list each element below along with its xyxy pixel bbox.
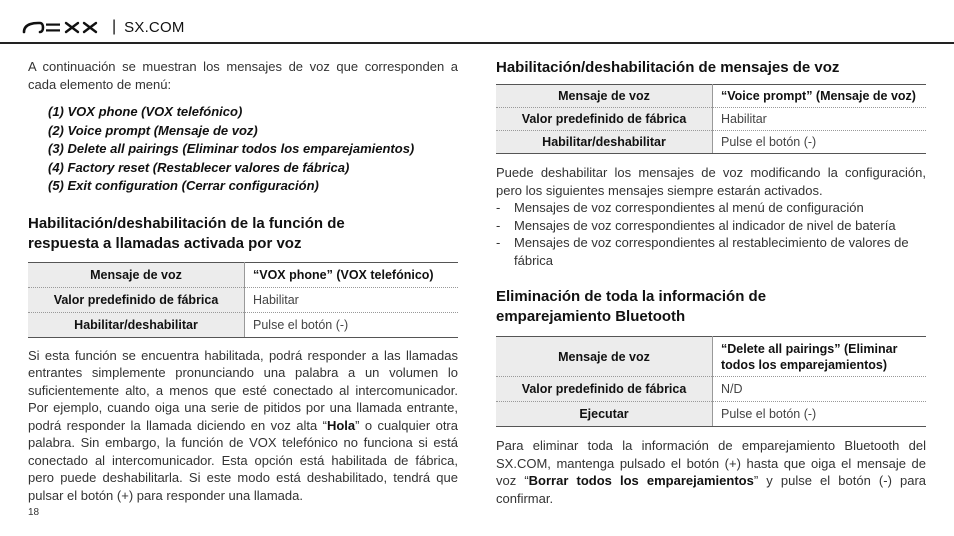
table-key: Mensaje de voz [496, 85, 713, 108]
table-key: Mensaje de voz [496, 337, 713, 377]
body-text: ” y pulse el botón (-) para confirmar. [496, 473, 927, 506]
menu-item: (2) Voice prompt (Mensaje de voz) [48, 122, 258, 138]
table-value: Pulse el botón (-) [713, 131, 927, 154]
page-number: 18 [28, 507, 40, 518]
right-column [496, 58, 926, 507]
header-separator: | [112, 18, 117, 35]
page-header [22, 14, 185, 40]
menu-item-list [48, 103, 458, 196]
body-bold-text: Hola [326, 417, 356, 433]
table-key: Habilitar/deshabilitar [28, 312, 245, 337]
section-title-voice-prompt: Habilitación/deshabilitación de mensajes de voz [496, 59, 840, 76]
table-value: N/D [713, 377, 927, 402]
delete-pairings-paragraph [496, 437, 926, 507]
table-key: Valor predefinido de fábrica [28, 287, 245, 312]
body-text: Si esta función se encuentra habilitada, podrá responder a las llamadas entrantes simplemente pronunciando una palabra a un volumen lo suficientemente alto, a menos que esté conectado al intercomunicador. Por ejemplo, cuando oiga una serie de pitidos por una llamada entrante, podrá responder la llamada diciendo en voz alta “ [28, 347, 458, 433]
table-row [496, 85, 926, 108]
header-rule [0, 42, 954, 44]
menu-item: (1) VOX phone (VOX telefónico) [48, 104, 243, 119]
table-key: Valor predefinido de fábrica [496, 377, 713, 402]
table-value: “Voice prompt” (Mensaje de voz) [713, 85, 927, 108]
section-title-line: emparejamiento Bluetooth [496, 308, 686, 325]
body-text: Para eliminar toda la información de emparejamiento Bluetooth del SX.COM, mantenga pulsado el botón (+) hasta que oiga el mensaje de voz “ [496, 438, 926, 488]
table-value-line: todos los emparejamientos) [721, 357, 888, 372]
delete-pairings-table [496, 336, 926, 427]
table-key: Habilitar/deshabilitar [496, 131, 713, 154]
section-title-line: respuesta a llamadas activada por voz [28, 234, 302, 252]
table-key: Valor predefinido de fábrica [496, 108, 713, 131]
table-key: Mensaje de voz [28, 262, 245, 287]
intro-paragraph: A continuación se muestran los mensajes de voz que corresponden a cada elemento de menú: [28, 59, 458, 92]
table-value: Pulse el botón (-) [245, 312, 459, 337]
list-item: - Mensajes de voz correspondientes al restablecimiento de valores de fábrica [496, 234, 926, 269]
voice-prompt-paragraph: Puede deshabilitar los mensajes de voz modificando la configuración, pero los siguientes mensajes siempre estarán activados. [496, 165, 926, 198]
table-row [496, 377, 926, 402]
section-title-line: Eliminación de toda la información de [496, 288, 767, 305]
vox-description-paragraph [28, 347, 458, 505]
table-row [496, 131, 926, 154]
table-row [496, 402, 926, 427]
menu-item: (3) Delete all pairings (Eliminar todos los emparejamientos) [48, 141, 415, 156]
table-row [496, 108, 926, 131]
table-value: Pulse el botón (-) [713, 402, 927, 427]
table-row [28, 262, 458, 287]
table-value: Habilitar [245, 287, 459, 312]
table-value: Habilitar [713, 108, 927, 131]
always-on-prompts-list [496, 199, 926, 269]
voice-prompt-table [496, 84, 926, 154]
table-value [713, 337, 927, 377]
section-title-vox [28, 214, 458, 254]
header-site-name: SX.COM [124, 18, 185, 36]
list-item: - Mensajes de voz correspondientes al indicador de nivel de batería [496, 217, 926, 235]
section-title-delete-pairings [496, 287, 926, 327]
table-row [28, 287, 458, 312]
menu-item: (5) Exit configuration (Cerrar configuración) [48, 178, 319, 193]
body-text: ” o cualquier otra palabra. Sin embargo, la función de VOX telefónico no funciona si está conectado al intercomunicador. Esta opción está habilitada de fábrica, pero puede deshabilitarla. Si este modo está deshabilitado, tendrá que pulsar el botón (+) para responder una llamada. [28, 417, 458, 503]
table-value-line: “Delete all pairings” (Eliminar [721, 341, 898, 356]
table-key: Ejecutar [496, 402, 713, 427]
table-row [28, 312, 458, 337]
vox-settings-table [28, 262, 458, 338]
menu-item: (4) Factory reset (Restablecer valores de fábrica) [48, 159, 350, 175]
left-column [28, 58, 458, 504]
body-bold-text: Borrar todos los emparejamientos [528, 473, 754, 488]
table-value: “VOX phone” (VOX telefónico) [245, 262, 459, 287]
list-item: - Mensajes de voz correspondientes al menú de configuración [496, 199, 926, 217]
section-title-line: Habilitación/deshabilitación de la función de [28, 214, 345, 232]
nexx-logo-icon [22, 20, 106, 34]
table-row [496, 337, 926, 377]
